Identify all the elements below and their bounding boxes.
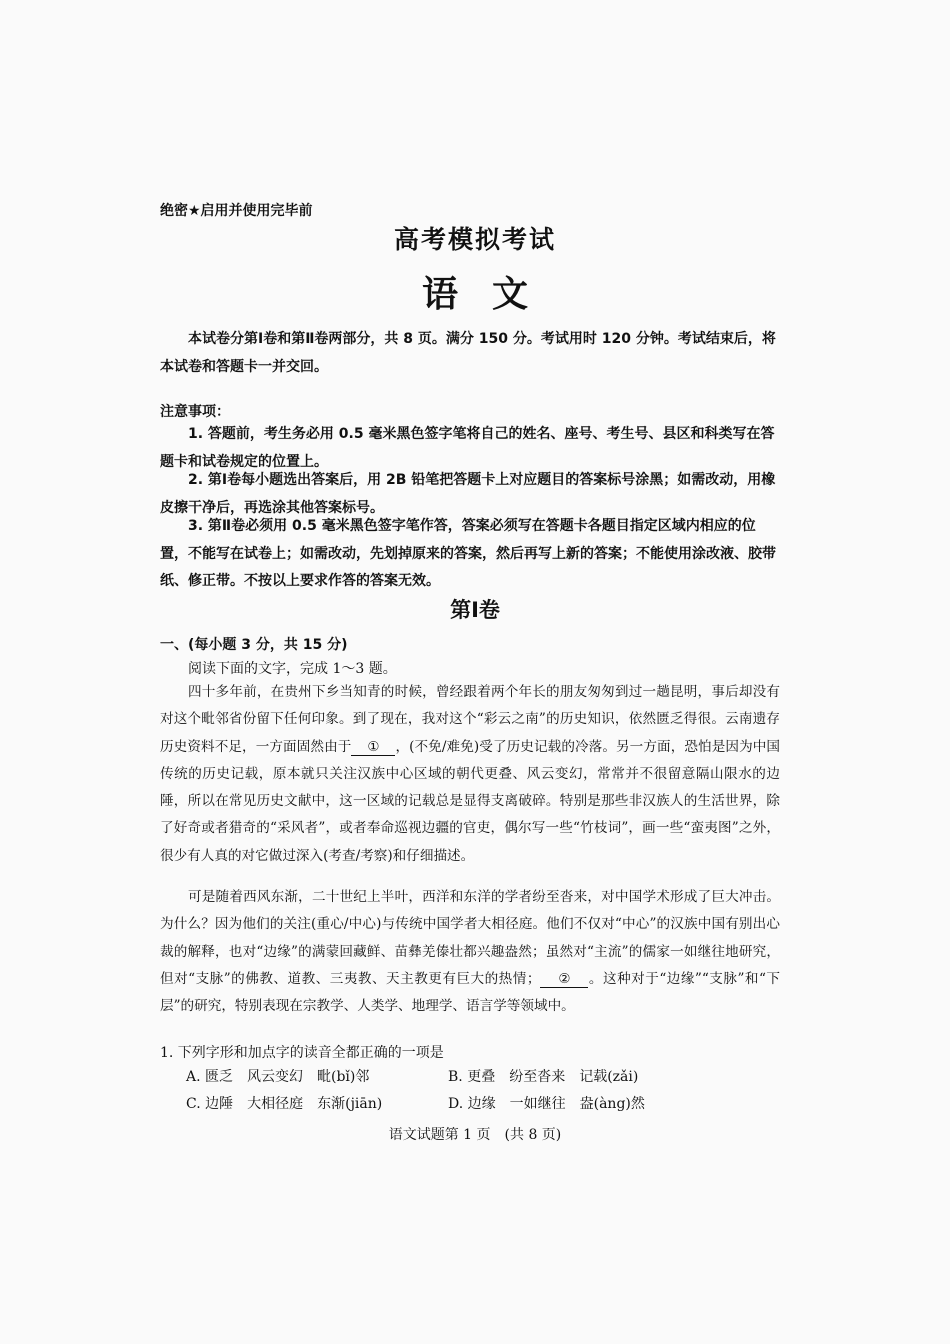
options-row-2 [186,1093,686,1117]
option-c[interactable]: C. 边陲 大相径庭 东渐(jiān) [186,1096,383,1112]
note-item-1: 1. 答题前，考生务必用 0.5 毫米黑色签字笔将自己的姓名、座号、考生号、县区和科类写在答题卡和试卷规定的位置上。 [160,426,775,470]
page-footer: 语文试题第 1 页 (共 8 页) [388,1127,562,1143]
passage-text: 可是随着西风东渐，二十世纪上半叶，西洋和东洋的学者纷至沓来，对中国学术形成了巨大冲击。为什么？因为他们的关注(重心/中心)与传统中国学者大相径庭。他们不仅对“中心”的汉族中国有别出心裁的解释，也对“边缘”的满蒙回藏鲜、苗彝羌傣壮都兴趣盎然；虽然对“主流”的儒家一如继往地研究，但对“支脉”的佛教、道教、三夷教、天主教更有巨大的热情； [160,889,780,987]
passage-text: ，(不免/难免)受了历史记载的冷落。另一方面，恐怕是因为中国传统的历史记载，原本就只关注汉族中心区域的朝代更叠、风云变幻，常常并不很留意隔山限水的边陲，所以在常见历史文献中，这一区域的记载总是显得支离破碎。特别是那些非汉族人的生活世界，除了好奇或者猎奇的“采风者”，或者奉命巡视边疆的官吏，偶尔写一些“竹枝词”，画一些“蛮夷图”之外，很少有人真的对它做过深入(考查/考察)和仔细描述。 [160,738,781,864]
notes-heading: 注意事项： [160,404,230,420]
subject-title: 语文 [421,273,562,315]
blank-1: ① [351,739,395,756]
option-a[interactable]: A. 匮乏 风云变幻 毗(bǐ)邻 [186,1069,370,1085]
confidential-label: 绝密★启用并使用完毕前 [160,203,313,219]
option-b[interactable]: B. 更叠 纷至沓来 记载(zǎi) [448,1069,639,1085]
passage-paragraph-1 [160,679,780,870]
blank-2: ② [540,971,588,988]
passage-text: 。这种对于“边缘”“支脉”和“下层”的研究，特别表现在宗教学、人类学、地理学、语言学等领域中。 [160,970,780,1015]
volume-title: 第Ⅰ卷 [450,598,500,622]
option-d[interactable]: D. 边缘 一如继往 盎(àng)然 [448,1096,645,1112]
exam-intro: 本试卷分第Ⅰ卷和第Ⅱ卷两部分，共 8 页。满分 150 分。考试用时 120 分钟。考试结束后，将本试卷和答题卡一并交回。 [160,331,776,375]
passage-text: 四十多年前，在贵州下乡当知青的时候，曾经跟着两个年长的朋友匆匆到过一趟昆明，事后却没有对这个毗邻省份留下任何印象。到了现在，我对这个“彩云之南”的历史知识，依然匮乏得很。云南遗存历史资料不足，一方面固然由于 [160,684,780,755]
passage-paragraph-2 [160,884,780,1020]
section-heading: 一、(每小题 3 分，共 15 分) [160,637,348,653]
options-row-1 [186,1066,686,1090]
note-item-2: 2. 第Ⅰ卷每小题选出答案后，用 2B 铅笔把答题卡上对应题目的答案标号涂黑；如需改动，用橡皮擦干净后，再选涂其他答案标号。 [160,472,776,516]
exam-title: 高考模拟考试 [393,225,556,254]
question-1-stem: 1. 下列字形和加点字的读音全都正确的一项是 [160,1045,444,1061]
reading-instruction: 阅读下面的文字，完成 1～3 题。 [188,661,397,677]
note-item-3: 3. 第Ⅱ卷必须用 0.5 毫米黑色签字笔作答，答案必须写在答题卡各题目指定区域内相应的位置，不能写在试卷上；如需改动，先划掉原来的答案，然后再写上新的答案；不能使用涂改液、胶带纸、修正带。不按以上要求作答的答案无效。 [160,518,776,589]
